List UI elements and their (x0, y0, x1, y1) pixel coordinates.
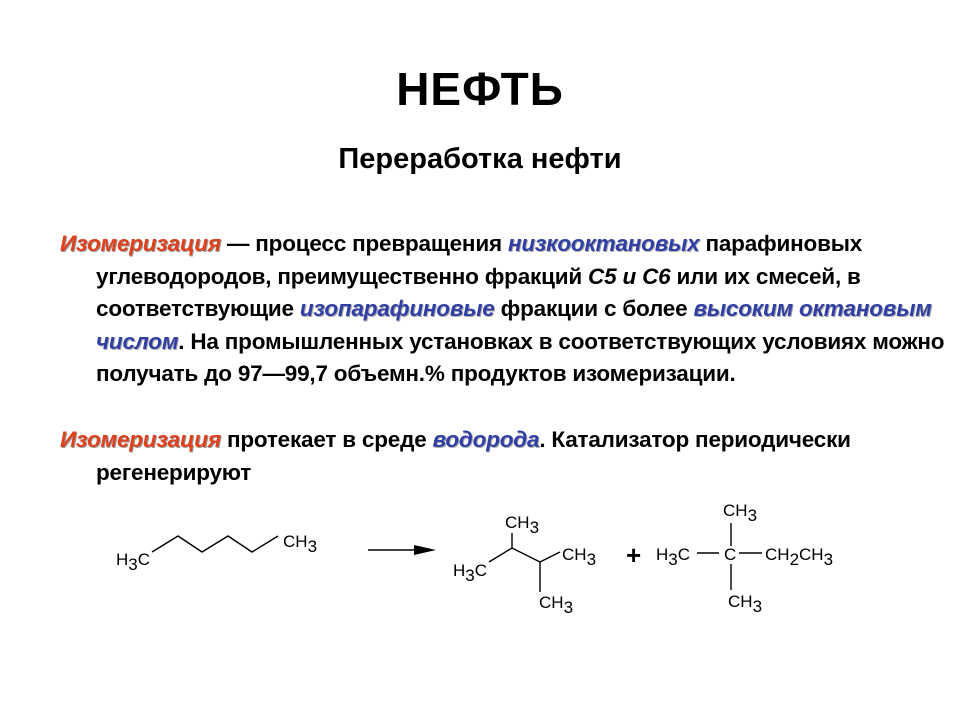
atom-label: CH3 (505, 513, 540, 537)
term-isomerization: Изомеризация (60, 231, 221, 256)
atom-label: CH3 (562, 545, 597, 569)
atom-label: H3C (656, 545, 691, 569)
atom-label: H3C (116, 550, 151, 574)
page-subtitle: Переработка нефти (338, 143, 622, 175)
carbon-chain-bond (489, 548, 560, 562)
text-segment: . На промышленных установках в соответствующих условиях можно получать до 97—99,7 объемн.% продуктов изомеризации. (96, 328, 945, 386)
text-segment: фракции с более (494, 296, 694, 321)
term-low-octane: низкооктановых (507, 231, 700, 256)
atom-label: CH3 (539, 593, 574, 617)
atom-label: CH3 (728, 592, 763, 616)
molecule-hexane (116, 532, 317, 574)
atom-label: CH3 (283, 532, 318, 556)
plus-sign: + (626, 540, 642, 570)
text-segment: или их смесей, в соответствующие (96, 263, 861, 321)
term-isoparaffin: изопарафиновые (299, 296, 495, 321)
paragraph-isomerization-definition (60, 228, 956, 391)
text-segment: протекает в среде (220, 427, 433, 452)
carbon-chain-bond (152, 536, 278, 552)
text-segment: — процесс превращения (220, 231, 508, 256)
text-segment: парафиновых углеводородов, преимущественно фракций (96, 231, 863, 289)
atom-label: C (724, 545, 737, 564)
atom-label: H3C (453, 561, 488, 585)
reaction-arrow (368, 545, 436, 555)
molecule-dimethylbutane (453, 513, 596, 617)
term-high-octane: высоким октановым числом (96, 296, 932, 354)
fraction-c6: С6 (642, 263, 671, 289)
atom-label: CH2CH3 (765, 545, 834, 569)
paragraph-isomerization-conditions (60, 424, 956, 489)
atom-label: CH3 (723, 501, 758, 525)
reaction-scheme (0, 490, 960, 640)
molecule-dimethylbutane-quaternary (656, 501, 833, 616)
page-title: НЕФТЬ (396, 63, 564, 115)
fraction-c5: С5 и (588, 263, 637, 289)
text-segment: . Катализатор периодически регенерируют (96, 427, 851, 485)
term-hydrogen: водорода (432, 427, 540, 452)
term-isomerization: Изомеризация (60, 427, 221, 452)
